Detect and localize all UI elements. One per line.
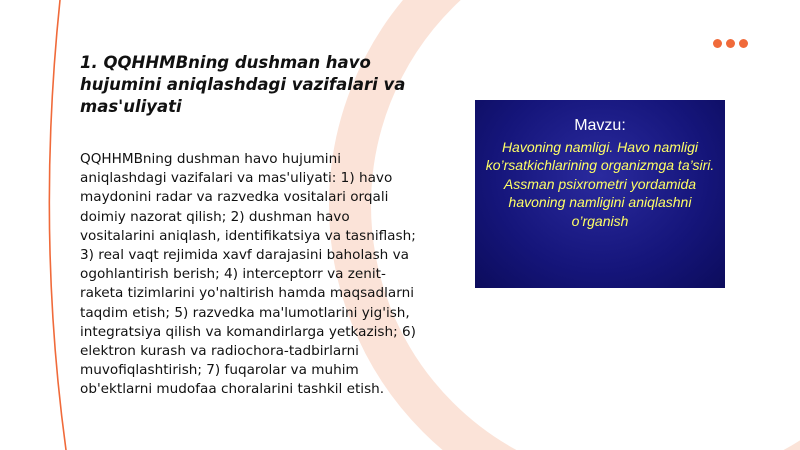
dot-icon	[713, 39, 722, 48]
dot-icon	[739, 39, 748, 48]
dot-icon	[726, 39, 735, 48]
slide-title: 1. QQHHMBning dushman havo hujumini aniqlashdagi vazifalari va mas'uliyati	[80, 53, 406, 116]
left-edge-arc	[49, 0, 66, 450]
topic-text: Havoning namligi. Havo namligi ko’rsatkichlarining organizmga ta’siri. Assman psixrometri yordamida havoning namligini aniqlashni o’rganish	[485, 139, 715, 229]
slide-body-text: QQHHMBning dushman havo hujumini aniqlashdagi vazifalari va mas'uliyati: 1) havo maydonini radar va razvedka vositalari orqali doimiy nazorat qilish; 2) dushman havo vositalarini aniqlash, identifikatsiya va tasniflash; 3) real vaqt rejimida xavf darajasini baholash va ogohlantirish berish; 4) interceptorr va zenit-raketa tizimlarini yo'naltirish hamda maqsadlarni taqdim etish; 5) razvedka ma'lumotlarini yig'ish, integratsiya qilish va komandirlarga yetkazish; 6) elektron kurash va radiochora-tadbirlarni muvofiqlashtirish; 7) fuqarolar va muhim ob'ektlarni mudofaa choralarini tashkil etish.	[80, 151, 416, 398]
topic-card	[475, 100, 725, 288]
topic-label: Mavzu:	[574, 117, 626, 134]
three-dots-icon	[713, 39, 748, 48]
